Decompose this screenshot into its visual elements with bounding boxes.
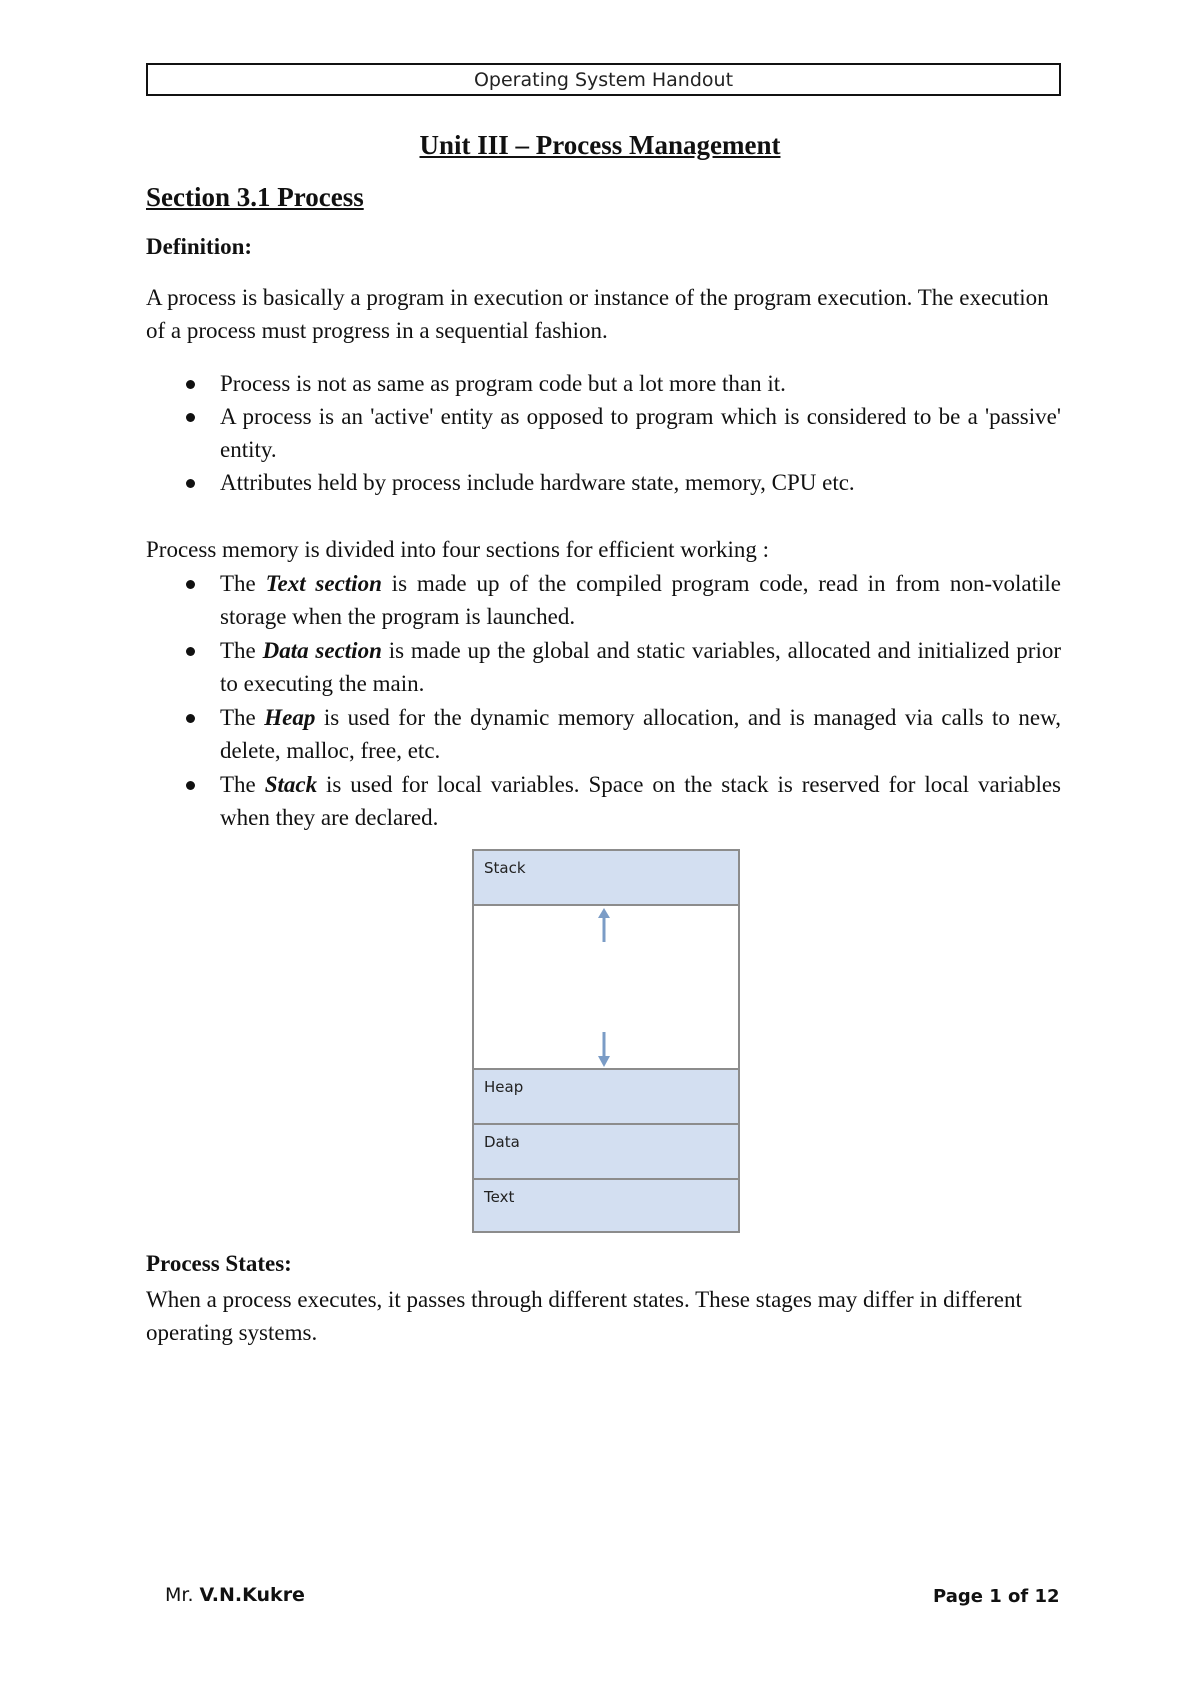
list-item <box>146 701 1061 767</box>
author-prefix: Mr. <box>165 1584 200 1606</box>
list-item <box>146 567 1061 633</box>
segment-heap <box>474 1070 738 1125</box>
page-number: Page 1 of 12 <box>933 1586 1060 1607</box>
list-item <box>146 634 1061 700</box>
item-prefix: The <box>220 705 265 730</box>
memory-section-list <box>146 567 1061 835</box>
segment-label: Data <box>484 1133 520 1151</box>
segment-label: Stack <box>484 859 526 877</box>
arrow-up-icon <box>598 908 610 942</box>
item-rest: is made up of the compiled program code, read in from non-volatile storage when the program is launched. <box>220 571 1062 629</box>
item-rest: is made up the global and static variables, allocated and initialized prior to executing the main. <box>220 638 1061 696</box>
term-stack: Stack <box>264 772 318 797</box>
segment-label: Text <box>484 1188 515 1206</box>
list-item: Process is not as same as program code but a lot more than it. <box>146 367 1061 400</box>
unit-title: Unit III – Process Management <box>419 130 781 160</box>
item-prefix: The <box>220 571 266 596</box>
list-item: Attributes held by process include hardware state, memory, CPU etc. <box>146 466 1061 499</box>
term-heap: Heap <box>264 705 316 730</box>
free-space <box>474 906 738 1070</box>
list-item: A process is an 'active' entity as opposed to program which is considered to be a 'passive' entity. <box>146 400 1061 466</box>
item-prefix: The <box>220 772 265 797</box>
handout-header <box>146 63 1061 96</box>
term-data-section: Data section <box>262 638 382 663</box>
definition-text: A process is basically a program in execution or instance of the program execution. The execution of a process must progress in a sequential fashion. <box>146 285 1049 343</box>
arrow-down-icon <box>598 1032 610 1067</box>
item-prefix: The <box>220 638 263 663</box>
segment-label: Heap <box>484 1078 524 1096</box>
definition-heading: Definition: <box>146 234 253 259</box>
memory-intro: Process memory is divided into four sections for efficient working : <box>146 537 770 562</box>
process-states-heading: Process States: <box>146 1251 292 1276</box>
list-item <box>146 768 1061 834</box>
process-memory-diagram <box>472 849 740 1233</box>
author-name: V.N.Kukre <box>199 1584 305 1606</box>
footer-author <box>165 1584 305 1606</box>
segment-data <box>474 1125 738 1180</box>
segment-stack <box>474 851 738 906</box>
section-title: Section 3.1 Process <box>146 182 364 212</box>
item-rest: is used for the dynamic memory allocation, and is managed via calls to new, delete, malloc, free, etc. <box>220 705 1061 763</box>
term-text-section: Text section <box>265 571 382 596</box>
header-title: Operating System Handout <box>473 68 734 91</box>
segment-text <box>474 1180 738 1231</box>
process-states-text: When a process executes, it passes through different states. These stages may differ in different operating systems. <box>146 1287 1022 1345</box>
process-bullet-list <box>146 367 1061 499</box>
item-rest: is used for local variables. Space on the stack is reserved for local variables when they are declared. <box>220 772 1061 830</box>
